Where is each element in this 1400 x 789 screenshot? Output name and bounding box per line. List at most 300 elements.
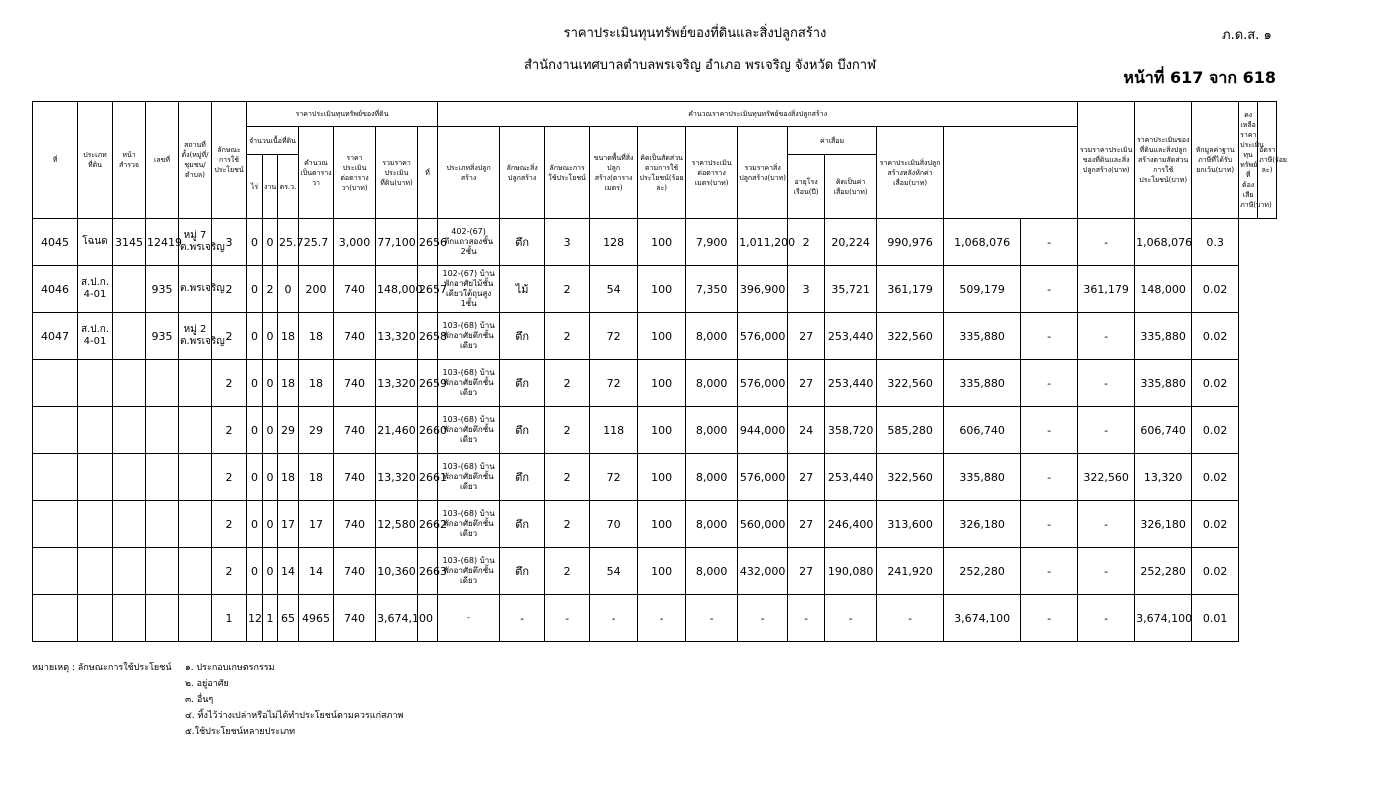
cell-wa: 14 <box>278 548 299 595</box>
note-item: ๑. ประกอบเกษตรกรรม <box>185 663 275 673</box>
cell-b-price-sqm: 8,000 <box>686 407 738 454</box>
cell-no <box>33 595 78 642</box>
cell-b-usage: 2 <box>545 360 590 407</box>
cell-deduction: - <box>1078 501 1135 548</box>
cell-usage: 2 <box>212 313 247 360</box>
cell-price-per-wa: 3,000 <box>334 219 376 266</box>
cell-portion: - <box>1021 360 1078 407</box>
cell-b-usage: 2 <box>545 266 590 313</box>
cell-remaining: 13,320 <box>1135 454 1192 501</box>
cell-b-no: 2657 <box>418 266 438 313</box>
cell-wa: 18 <box>278 454 299 501</box>
cell-tax-rate: 0.02 <box>1192 548 1239 595</box>
cell-dep-amount: 358,720 <box>825 407 877 454</box>
col-b-price-sqm: ราคาประเมินต่อตารางเมตร(บาท) <box>686 127 738 219</box>
cell-tax-rate: 0.02 <box>1192 501 1239 548</box>
col-b-total: รวมราคาสิ่งปลูกสร้าง(บาท) <box>738 127 788 219</box>
col-age: อายุโรงเรือน(ปี) <box>788 155 825 219</box>
cell-ngan: 0 <box>263 360 278 407</box>
cell-portion: - <box>1021 501 1078 548</box>
cell-b-total: 1,011,200 <box>738 219 788 266</box>
cell-dep-amount: 246,400 <box>825 501 877 548</box>
cell-rai: 0 <box>247 313 263 360</box>
cell-b-size: 54 <box>590 266 638 313</box>
note-item: ๒. อยู่อาศัย <box>185 679 229 689</box>
cell-b-usage: 2 <box>545 548 590 595</box>
cell-no: 4045 <box>33 219 78 266</box>
cell-sq-wa-total: 25.7 <box>299 219 334 266</box>
cell-b-kind: ตึก <box>500 548 545 595</box>
cell-usage: 2 <box>212 501 247 548</box>
cell-b-usage: 2 <box>545 454 590 501</box>
cell-age: - <box>788 595 825 642</box>
cell-tax-rate: 0.3 <box>1192 219 1239 266</box>
cell-survey-page <box>113 548 146 595</box>
cell-b-total: 944,000 <box>738 407 788 454</box>
cell-tax-rate: 0.02 <box>1192 266 1239 313</box>
cell-survey-page <box>113 313 146 360</box>
cell-usage: 2 <box>212 454 247 501</box>
cell-doc-number: 12419 <box>146 219 179 266</box>
table-row <box>33 595 1277 642</box>
cell-deduction: - <box>1078 219 1135 266</box>
cell-rai: 0 <box>247 360 263 407</box>
cell-doc-type: โฉนด <box>78 219 113 266</box>
cell-location: หมู่ 7 ต.พรเจริญ <box>179 219 212 266</box>
cell-b-type: 103-(68) บ้านพักอาศัยตึกชั้นเดียว <box>438 454 500 501</box>
cell-location: หมู่ 2 ต.พรเจริญ <box>179 313 212 360</box>
cell-rai: 12 <box>247 595 263 642</box>
form-code: ภ.ด.ส. ๑ <box>1222 28 1272 43</box>
cell-tax-rate: 0.02 <box>1192 360 1239 407</box>
cell-doc-number <box>146 407 179 454</box>
cell-ngan: 0 <box>263 501 278 548</box>
land-group-header: ราคาประเมินทุนทรัพย์ของที่ดิน <box>247 102 438 127</box>
cell-rai: 0 <box>247 501 263 548</box>
cell-age: 3 <box>788 266 825 313</box>
cell-b-kind: ตึก <box>500 407 545 454</box>
cell-sq-wa-total: 14 <box>299 548 334 595</box>
cell-b-no: 2656 <box>418 219 438 266</box>
cell-b-total: 432,000 <box>738 548 788 595</box>
cell-after-dep: 361,179 <box>877 266 944 313</box>
cell-rai: 0 <box>247 454 263 501</box>
cell-b-kind: ตึก <box>500 360 545 407</box>
cell-b-size: 72 <box>590 360 638 407</box>
cell-doc-number <box>146 548 179 595</box>
col-doc-type: ประเภทที่ดิน <box>78 102 113 219</box>
cell-survey-page <box>113 595 146 642</box>
cell-sq-wa-total: 18 <box>299 454 334 501</box>
table-row <box>33 407 1277 454</box>
table-row <box>33 313 1277 360</box>
cell-b-ratio: - <box>638 595 686 642</box>
cell-b-usage: 3 <box>545 219 590 266</box>
cell-after-dep: 585,280 <box>877 407 944 454</box>
col-land-total: รวมราคาประเมินที่ดิน(บาท) <box>376 127 418 219</box>
cell-age: 27 <box>788 548 825 595</box>
cell-ngan: 0 <box>263 407 278 454</box>
cell-b-price-sqm: - <box>686 595 738 642</box>
cell-b-kind: ตึก <box>500 313 545 360</box>
cell-survey-page <box>113 266 146 313</box>
cell-wa: 25.7 <box>278 219 299 266</box>
cell-grand-total: 509,179 <box>944 266 1021 313</box>
cell-after-dep: 322,560 <box>877 313 944 360</box>
cell-b-no: 2658 <box>418 313 438 360</box>
cell-after-dep: 990,976 <box>877 219 944 266</box>
cell-doc-type <box>78 407 113 454</box>
cell-b-price-sqm: 8,000 <box>686 454 738 501</box>
cell-b-size: - <box>590 595 638 642</box>
cell-deduction: - <box>1078 360 1135 407</box>
cell-land-total: 21,460 <box>376 407 418 454</box>
col-usage: ลักษณะการใช้ประโยชน์ <box>212 102 247 219</box>
cell-land-total: 77,100 <box>376 219 418 266</box>
cell-remaining: 1,068,076 <box>1135 219 1192 266</box>
cell-b-no: 2659 <box>418 360 438 407</box>
cell-portion: - <box>1021 407 1078 454</box>
cell-rai: 0 <box>247 548 263 595</box>
cell-land-total: 10,360 <box>376 548 418 595</box>
col-remaining: คงเหลือราคาประเมินทุนทรัพย์ที่ต้องเสียภาษี(บาท) <box>1239 102 1258 219</box>
cell-b-ratio: 100 <box>638 407 686 454</box>
cell-b-type: 103-(68) บ้านพักอาศัยตึกชั้นเดียว <box>438 360 500 407</box>
cell-wa: 17 <box>278 501 299 548</box>
notes-label: หมายเหตุ : ลักษณะการใช้ประโยชน์ <box>32 663 172 673</box>
col-b-usage: ลักษณะการใช้ประโยชน์ <box>545 127 590 219</box>
cell-b-size: 54 <box>590 548 638 595</box>
cell-usage: 2 <box>212 266 247 313</box>
cell-price-per-wa: 740 <box>334 313 376 360</box>
office-subtitle: สำนักงานเทศบาลตำบลพรเจริญ อำเภอ พรเจริญ จังหวัด บึงกาฬ <box>523 58 876 73</box>
cell-dep-amount: 190,080 <box>825 548 877 595</box>
cell-b-ratio: 100 <box>638 501 686 548</box>
cell-location: ต.พรเจริญ <box>179 266 212 313</box>
cell-doc-number <box>146 360 179 407</box>
cell-survey-page <box>113 454 146 501</box>
cell-survey-page <box>113 407 146 454</box>
cell-doc-type <box>78 595 113 642</box>
cell-doc-number <box>146 595 179 642</box>
cell-b-usage: 2 <box>545 313 590 360</box>
cell-b-size: 72 <box>590 454 638 501</box>
cell-grand-total: 606,740 <box>944 407 1021 454</box>
table-row <box>33 360 1277 407</box>
table-row <box>33 548 1277 595</box>
cell-doc-number <box>146 454 179 501</box>
cell-portion: - <box>1021 548 1078 595</box>
cell-location <box>179 548 212 595</box>
cell-deduction: 361,179 <box>1078 266 1135 313</box>
col-location: สถานที่ตั้ง(หมู่ที่/ชุมชน/ตำบล) <box>179 102 212 219</box>
cell-b-ratio: 100 <box>638 313 686 360</box>
cell-b-kind: ตึก <box>500 501 545 548</box>
note-item: ๓. อื่นๆ <box>185 695 214 705</box>
cell-deduction: - <box>1078 595 1135 642</box>
cell-b-ratio: 100 <box>638 360 686 407</box>
cell-doc-number <box>146 501 179 548</box>
cell-b-usage: 2 <box>545 407 590 454</box>
cell-age: 27 <box>788 360 825 407</box>
cell-price-per-wa: 740 <box>334 501 376 548</box>
col-tax-rate: อัตราภาษี(ร้อยละ) <box>1258 102 1277 219</box>
cell-land-total: 13,320 <box>376 360 418 407</box>
cell-portion: - <box>1021 219 1078 266</box>
cell-after-dep: 322,560 <box>877 360 944 407</box>
cell-grand-total: 1,068,076 <box>944 219 1021 266</box>
table-row <box>33 454 1277 501</box>
cell-sq-wa-total: 18 <box>299 313 334 360</box>
cell-b-price-sqm: 8,000 <box>686 548 738 595</box>
document-title: ราคาประเมินทุนทรัพย์ของที่ดินและสิ่งปลูกสร้าง <box>563 26 827 41</box>
cell-b-total: 576,000 <box>738 454 788 501</box>
cell-land-total: 3,674,100 <box>376 595 418 642</box>
cell-doc-type <box>78 548 113 595</box>
cell-doc-type <box>78 501 113 548</box>
cell-dep-amount: 253,440 <box>825 454 877 501</box>
cell-grand-total: 3,674,100 <box>944 595 1021 642</box>
depreciation-group-header: ค่าเสื่อม <box>788 127 877 155</box>
cell-rai: 0 <box>247 266 263 313</box>
cell-grand-total: 326,180 <box>944 501 1021 548</box>
col-rai: ไร่ <box>247 155 263 219</box>
cell-dep-amount: 35,721 <box>825 266 877 313</box>
cell-remaining: 148,000 <box>1135 266 1192 313</box>
cell-b-usage: - <box>545 595 590 642</box>
cell-price-per-wa: 740 <box>334 266 376 313</box>
cell-usage: 2 <box>212 548 247 595</box>
col-sq-wa-total: คำนวณเป็นตารางวา <box>299 127 334 219</box>
cell-b-price-sqm: 8,000 <box>686 360 738 407</box>
col-portion: ราคาประเมินของที่ดินและสิ่งปลูกสร้างตามสัดส่วนการใช้ประโยชน์(บาท) <box>1135 102 1192 219</box>
cell-no <box>33 407 78 454</box>
cell-b-ratio: 100 <box>638 266 686 313</box>
cell-ngan: 0 <box>263 313 278 360</box>
cell-ngan: 1 <box>263 595 278 642</box>
cell-b-total: 576,000 <box>738 313 788 360</box>
cell-wa: 0 <box>278 266 299 313</box>
cell-deduction: - <box>1078 548 1135 595</box>
cell-portion: - <box>1021 595 1078 642</box>
cell-sq-wa-total: 29 <box>299 407 334 454</box>
cell-b-kind: - <box>500 595 545 642</box>
cell-ngan: 0 <box>263 219 278 266</box>
cell-grand-total: 335,880 <box>944 360 1021 407</box>
cell-location <box>179 595 212 642</box>
cell-b-type: 102-(67) บ้านพักอาศัยไม้ชั้นเดียวใต้ถุนสูง 1ชั้น <box>438 266 500 313</box>
cell-after-dep: 313,600 <box>877 501 944 548</box>
building-group-header: คำนวณราคาประเมินทุนทรัพย์ของสิ่งปลูกสร้าง <box>438 102 1078 127</box>
cell-price-per-wa: 740 <box>334 360 376 407</box>
cell-sq-wa-total: 18 <box>299 360 334 407</box>
cell-deduction: 322,560 <box>1078 454 1135 501</box>
notes-list <box>185 660 403 740</box>
cell-b-usage: 2 <box>545 501 590 548</box>
cell-doc-number: 935 <box>146 266 179 313</box>
cell-grand-total: 335,880 <box>944 313 1021 360</box>
cell-dep-amount: 253,440 <box>825 313 877 360</box>
cell-land-total: 12,580 <box>376 501 418 548</box>
col-doc-number: เลขที่ <box>146 102 179 219</box>
cell-usage: 2 <box>212 407 247 454</box>
cell-after-dep: - <box>877 595 944 642</box>
cell-sq-wa-total: 200 <box>299 266 334 313</box>
col-b-kind: ลักษณะสิ่งปลูกสร้าง <box>500 127 545 219</box>
table-row <box>33 266 1277 313</box>
cell-age: 2 <box>788 219 825 266</box>
cell-age: 24 <box>788 407 825 454</box>
cell-no <box>33 454 78 501</box>
cell-tax-rate: 0.01 <box>1192 595 1239 642</box>
col-b-no: ที่ <box>418 127 438 219</box>
cell-price-per-wa: 740 <box>334 407 376 454</box>
cell-portion: - <box>1021 454 1078 501</box>
cell-b-size: 118 <box>590 407 638 454</box>
cell-no: 4047 <box>33 313 78 360</box>
cell-grand-total: 252,280 <box>944 548 1021 595</box>
col-b-size: ขนาดพื้นที่สิ่งปลูกสร้าง(ตารางเมตร) <box>590 127 638 219</box>
cell-ngan: 2 <box>263 266 278 313</box>
cell-b-type: 103-(68) บ้านพักอาศัยตึกชั้นเดียว <box>438 501 500 548</box>
cell-doc-type: ส.ป.ก. 4-01 <box>78 266 113 313</box>
col-b-ratio: คิดเป็นสัดส่วนตามการใช้ประโยชน์(ร้อยละ) <box>638 127 686 219</box>
table-row <box>33 501 1277 548</box>
cell-survey-page: 3145 <box>113 219 146 266</box>
cell-b-type: 103-(68) บ้านพักอาศัยตึกชั้นเดียว <box>438 313 500 360</box>
cell-ngan: 0 <box>263 548 278 595</box>
cell-remaining: 3,674,100 <box>1135 595 1192 642</box>
cell-b-kind: ตึก <box>500 219 545 266</box>
col-b-type: ประเภทสิ่งปลูกสร้าง <box>438 127 500 219</box>
cell-usage: 1 <box>212 595 247 642</box>
cell-after-dep: 241,920 <box>877 548 944 595</box>
cell-dep-amount: 253,440 <box>825 360 877 407</box>
cell-portion: - <box>1021 266 1078 313</box>
cell-doc-number: 935 <box>146 313 179 360</box>
cell-doc-type: ส.ป.ก. 4-01 <box>78 313 113 360</box>
cell-location <box>179 501 212 548</box>
cell-b-no: 2660 <box>418 407 438 454</box>
cell-survey-page <box>113 360 146 407</box>
cell-remaining: 335,880 <box>1135 360 1192 407</box>
cell-land-total: 13,320 <box>376 454 418 501</box>
table-row <box>33 219 1277 266</box>
cell-tax-rate: 0.02 <box>1192 407 1239 454</box>
cell-b-size: 70 <box>590 501 638 548</box>
cell-b-price-sqm: 7,900 <box>686 219 738 266</box>
cell-after-dep: 322,560 <box>877 454 944 501</box>
cell-b-price-sqm: 7,350 <box>686 266 738 313</box>
cell-b-size: 72 <box>590 313 638 360</box>
cell-b-price-sqm: 8,000 <box>686 313 738 360</box>
table-body <box>33 219 1277 642</box>
cell-sq-wa-total: 4965 <box>299 595 334 642</box>
cell-b-kind: ตึก <box>500 454 545 501</box>
cell-deduction: - <box>1078 313 1135 360</box>
cell-ngan: 0 <box>263 454 278 501</box>
cell-tax-rate: 0.02 <box>1192 313 1239 360</box>
col-dep-amount: คิดเป็นค่าเสื่อม(บาท) <box>825 155 877 219</box>
cell-tax-rate: 0.02 <box>1192 454 1239 501</box>
cell-no <box>33 360 78 407</box>
cell-no <box>33 501 78 548</box>
cell-sq-wa-total: 17 <box>299 501 334 548</box>
area-group-header: จำนวนเนื้อที่ดิน <box>247 127 299 155</box>
page-indicator: หน้าที่ 617 จาก 618 <box>1123 68 1276 87</box>
col-price-per-wa: ราคาประเมินต่อตารางวา(บาท) <box>334 127 376 219</box>
cell-doc-type <box>78 360 113 407</box>
cell-b-no: 2661 <box>418 454 438 501</box>
cell-wa: 18 <box>278 313 299 360</box>
cell-b-total: 576,000 <box>738 360 788 407</box>
cell-no <box>33 548 78 595</box>
cell-b-no: 2662 <box>418 501 438 548</box>
cell-b-ratio: 100 <box>638 219 686 266</box>
cell-remaining: 335,880 <box>1135 313 1192 360</box>
cell-survey-page <box>113 501 146 548</box>
col-after-dep: ราคาประเมินสิ่งปลูกสร้างหลังหักค่าเสื่อม(บาท) <box>877 127 944 219</box>
cell-land-total: 13,320 <box>376 313 418 360</box>
cell-age: 27 <box>788 454 825 501</box>
cell-age: 27 <box>788 501 825 548</box>
cell-b-kind: ไม้ <box>500 266 545 313</box>
col-grand-total: รวมราคาประเมินของที่ดินและสิ่งปลูกสร้าง(บาท) <box>1078 102 1135 219</box>
cell-b-total: 560,000 <box>738 501 788 548</box>
cell-rai: 0 <box>247 407 263 454</box>
cell-no: 4046 <box>33 266 78 313</box>
cell-b-size: 128 <box>590 219 638 266</box>
cell-portion: - <box>1021 313 1078 360</box>
cell-b-type: 103-(68) บ้านพักอาศัยตึกชั้นเดียว <box>438 548 500 595</box>
cell-deduction: - <box>1078 407 1135 454</box>
cell-b-price-sqm: 8,000 <box>686 501 738 548</box>
cell-b-total: - <box>738 595 788 642</box>
cell-b-ratio: 100 <box>638 454 686 501</box>
cell-doc-type <box>78 454 113 501</box>
cell-remaining: 606,740 <box>1135 407 1192 454</box>
cell-remaining: 326,180 <box>1135 501 1192 548</box>
cell-land-total: 148,000 <box>376 266 418 313</box>
cell-b-total: 396,900 <box>738 266 788 313</box>
cell-price-per-wa: 740 <box>334 548 376 595</box>
cell-usage: 3 <box>212 219 247 266</box>
cell-price-per-wa: 740 <box>334 454 376 501</box>
note-item: ๕.ใช้ประโยชน์หลายประเภท <box>185 727 296 737</box>
cell-rai: 0 <box>247 219 263 266</box>
col-survey-page: หน้าสำรวจ <box>113 102 146 219</box>
cell-b-no: 2663 <box>418 548 438 595</box>
cell-wa: 65 <box>278 595 299 642</box>
cell-b-ratio: 100 <box>638 548 686 595</box>
cell-b-type: 103-(68) บ้านพักอาศัยตึกชั้นเดียว <box>438 407 500 454</box>
col-wa: ตร.ว. <box>278 155 299 219</box>
col-no: ที่ <box>33 102 78 219</box>
col-deduction: หักมูลค่าฐานภาษีที่ได้รับยกเว้น(บาท) <box>1192 102 1239 219</box>
col-ngan: งาน <box>263 155 278 219</box>
cell-wa: 18 <box>278 360 299 407</box>
cell-location <box>179 360 212 407</box>
note-item: ๔. ทิ้งไว้ว่างเปล่าหรือไม่ได้ทำประโยชน์ตามควรแก่สภาพ <box>185 711 404 721</box>
cell-dep-amount: 20,224 <box>825 219 877 266</box>
cell-dep-amount: - <box>825 595 877 642</box>
cell-grand-total: 335,880 <box>944 454 1021 501</box>
cell-location <box>179 454 212 501</box>
assessment-table <box>32 101 1288 642</box>
cell-location <box>179 407 212 454</box>
cell-remaining: 252,280 <box>1135 548 1192 595</box>
cell-wa: 29 <box>278 407 299 454</box>
